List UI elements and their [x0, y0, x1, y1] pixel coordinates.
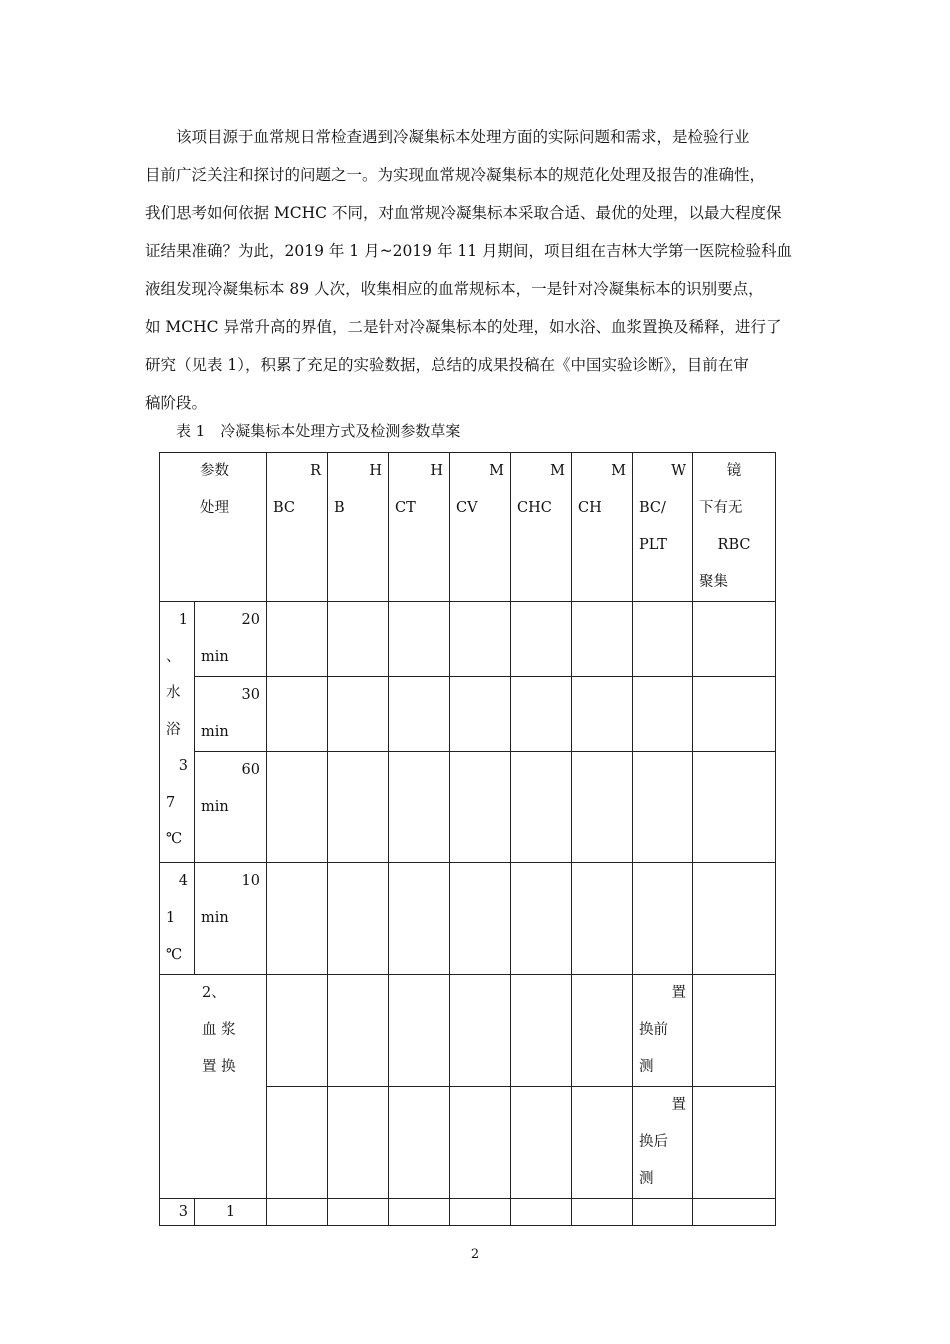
table-row	[160, 975, 776, 1087]
text-line: 如 MCHC 异常升高的界值，二是针对冷凝集标本的处理，如水浴、血浆置换及稀释，进行了	[145, 318, 782, 336]
time-cell	[195, 677, 267, 752]
page-number: 2	[470, 1247, 480, 1262]
text-line: 稿阶段。	[145, 394, 208, 412]
cell-text: 7	[166, 794, 176, 811]
header-label: M	[611, 463, 626, 479]
cell-text: 1	[225, 1204, 236, 1220]
cell-text: ℃	[166, 947, 183, 963]
time-cell	[195, 602, 267, 677]
header-label: BC/	[639, 500, 666, 516]
header-label: H	[430, 463, 443, 479]
cell-text: 4	[178, 873, 188, 889]
header-hct	[389, 453, 450, 602]
body-paragraph	[145, 118, 807, 422]
header-microscope	[693, 453, 776, 602]
cell-text: min	[201, 724, 229, 740]
cell-text: 3	[178, 1204, 188, 1220]
cell-text: 置	[671, 1097, 686, 1113]
header-label: CHC	[517, 500, 552, 516]
header-label: B	[334, 500, 345, 516]
table-caption: 表 1 冷凝集标本处理方式及检测参数草案	[176, 422, 461, 440]
header-row	[160, 453, 776, 602]
cell-text: 浴	[166, 721, 181, 738]
time-cell	[195, 863, 267, 975]
header-corner	[160, 453, 267, 602]
header-mch	[572, 453, 633, 602]
cell	[160, 1199, 195, 1226]
cell-text: min	[201, 799, 229, 815]
cell-text: 10	[241, 873, 260, 889]
table-row	[160, 863, 776, 975]
text-line: 目前广泛关注和探讨的问题之一。为实现血常规冷凝集标本的规范化处理及报告的准确性，	[145, 166, 766, 184]
header-label: CV	[456, 500, 478, 516]
cell-text: 1	[166, 910, 176, 926]
cell-text: 60	[241, 762, 260, 778]
cell-text: min	[201, 649, 229, 665]
table-row	[160, 752, 776, 863]
cell-text: 3	[178, 758, 188, 774]
text-line: 证结果准确？为此，2019 年 1 月~2019 年 11 月期间，项目组在吉林大学第一医院检验科血	[145, 242, 793, 260]
header-wbc-plt	[633, 453, 693, 602]
time-cell	[195, 752, 267, 863]
header-label: CH	[578, 500, 602, 516]
header-label: R	[310, 463, 321, 479]
cell-text: ℃	[166, 831, 183, 847]
cell-text: min	[201, 910, 229, 926]
group-water-37	[160, 602, 195, 863]
header-rbc	[267, 453, 328, 602]
text-line: 研究（见表 1），积累了充足的实验数据，总结的成果投稿在《中国实验诊断》，目前在审	[145, 356, 749, 374]
cell-text: 换后	[639, 1134, 668, 1150]
header-label: 下有无	[699, 500, 743, 516]
cell-text: 30	[241, 687, 260, 703]
table-row	[160, 602, 776, 677]
cell	[195, 1199, 267, 1226]
header-mchc	[511, 453, 572, 602]
cell-text: 换前	[639, 1022, 668, 1038]
header-label: PLT	[639, 537, 667, 553]
header-label: 聚集	[699, 574, 728, 590]
cell-text: 水	[166, 685, 181, 701]
text-line: 我们思考如何依据 MCHC 不同，对血常规冷凝集标本采取合适、最优的处理，以最大程度保	[145, 204, 782, 222]
cell-text: 测	[639, 1059, 654, 1075]
before-exchange-cell	[633, 975, 693, 1087]
text-line: 液组发现冷凝集标本 89 人次，收集相应的血常规标本，一是针对冷凝集标本的识别要点，	[145, 280, 764, 298]
cell-text: 1	[178, 612, 188, 628]
text-line: 该项目源于血常规日常检查遇到冷凝集标本处理方面的实际问题和需求，是检验行业	[145, 128, 750, 146]
header-mcv	[450, 453, 511, 602]
header-label: 参数	[200, 463, 229, 479]
header-label: RBC	[717, 537, 751, 553]
cell-text: 、	[166, 648, 181, 665]
header-label: M	[550, 463, 565, 479]
header-label: H	[369, 463, 382, 479]
cell-text: 20	[241, 612, 260, 628]
header-hb	[328, 453, 389, 602]
cell-text: 2、	[202, 985, 226, 1001]
cell-text: 血 浆	[202, 1022, 236, 1038]
header-label: 处理	[200, 500, 229, 516]
header-label: W	[671, 463, 686, 479]
parameter-table	[159, 452, 776, 1226]
header-label: CT	[395, 500, 416, 516]
header-label: BC	[273, 500, 296, 516]
header-label: M	[489, 463, 504, 479]
cell-text: 置 换	[202, 1059, 236, 1075]
header-label: 镜	[726, 463, 742, 479]
group-plasma-exchange	[160, 975, 267, 1199]
group-water-41	[160, 863, 195, 975]
table-row	[160, 1199, 776, 1226]
table-row	[160, 677, 776, 752]
after-exchange-cell	[633, 1087, 693, 1199]
cell-text: 测	[639, 1171, 654, 1187]
cell-text: 置	[671, 985, 686, 1001]
